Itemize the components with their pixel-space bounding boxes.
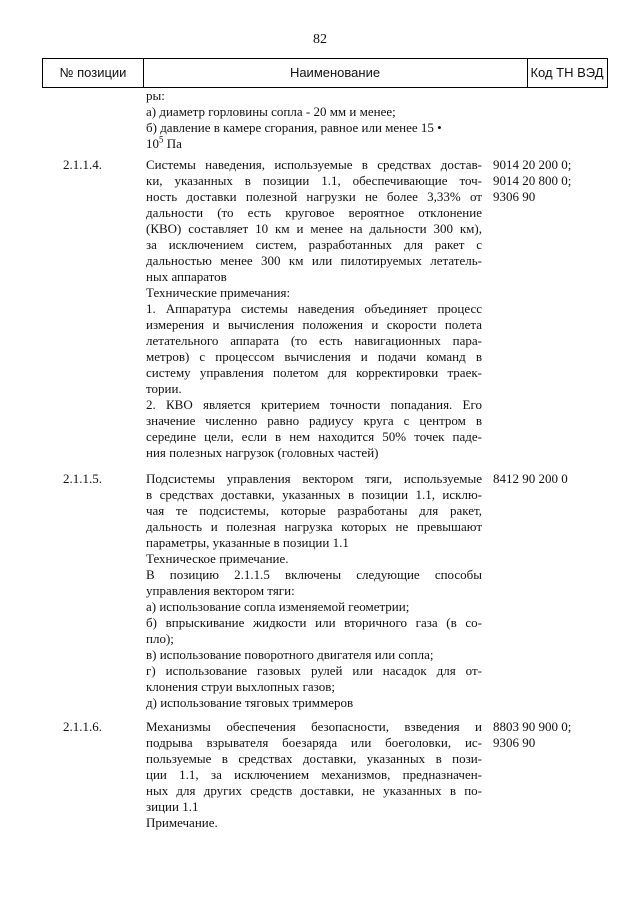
text-line: чая те подсистемы, которые разработаны для ракет,: [146, 503, 482, 518]
row-position: 2.1.1.6.: [63, 719, 102, 734]
text-line: дальность и полезная нагрузка которых не превышают: [146, 519, 482, 534]
row-position: 2.1.1.5.: [63, 471, 102, 486]
text-line: б) впрыскивание жидкости или вторичного газа (в со-: [146, 615, 482, 630]
text-line: измерения и вычисления положения и скорости полета: [146, 317, 482, 332]
header-name: Наименование: [143, 59, 528, 87]
text-line: б) давление в камере сгорания, равное или менее 15 •: [146, 120, 442, 135]
text-line: пользуемые в средствах доставки, указанных в пози-: [146, 751, 482, 766]
text-line: середине цели, если в нем находится 50% точек паде-: [146, 429, 482, 444]
code-line: 8412 90 200 0: [493, 471, 568, 486]
text-line: $10^5$ Па: [146, 134, 182, 151]
text-line: ры:: [146, 88, 165, 103]
text-line: клонения струи выхлопных газов;: [146, 679, 335, 694]
text-line: дальности (то есть круговое вероятное отклонение: [146, 205, 482, 220]
row-codes: [493, 471, 613, 487]
text-line: Механизмы обеспечения безопасности, взведения и: [146, 719, 482, 734]
text-line: ных для других средств доставки, не указанных в по-: [146, 783, 482, 798]
text-line: г) использование газовых рулей или насадок для от-: [146, 663, 482, 678]
text-line: тории.: [146, 381, 182, 396]
text-line: дальностью менее 300 км или пилотируемых летатель-: [146, 253, 482, 268]
page-number: 82: [313, 32, 327, 47]
text-line: параметры, указанные в позиции 1.1: [146, 535, 349, 550]
text-line: Техническое примечание.: [146, 551, 289, 566]
table-header: [42, 58, 608, 88]
code-line: 9306 90: [493, 189, 536, 204]
text-line: за исключением систем, разработанных для ракет с: [146, 237, 482, 252]
text-line: подрыва взрывателя боезаряда или боеголовки, ис-: [146, 735, 482, 750]
row-description: [146, 157, 482, 461]
code-line: 8803 90 900 0;: [493, 719, 572, 734]
code-line: 9014 20 200 0;: [493, 157, 572, 172]
code-line: 9014 20 800 0;: [493, 173, 572, 188]
row-codes: [493, 719, 613, 751]
text-line: ность доставки полезной нагрузки не более 3,33% от: [146, 189, 482, 204]
text-line: пло);: [146, 631, 174, 646]
text-line: 1. Аппаратура системы наведения объединяет процесс: [146, 301, 482, 316]
text-line: (КВО) составляет 10 км и менее на дальности 300 км),: [146, 221, 482, 236]
text-line: ки, указанных в позиции 1.1, обеспечивающие точ-: [146, 173, 482, 188]
text-line: управления вектором тяги:: [146, 583, 295, 598]
header-code: Код ТН ВЭД: [530, 65, 604, 80]
text-line: В позицию 2.1.1.5 включены следующие способы: [146, 567, 482, 582]
text-line: ции 1.1, за исключением механизмов, предназначен-: [146, 767, 482, 782]
text-line: Системы наведения, используемые в средствах достав-: [146, 157, 482, 172]
text-line: в средствах доставки, указанных в позиции 1.1, исклю-: [146, 487, 482, 502]
text-line: ния полезных нагрузок (головных частей): [146, 445, 379, 460]
row-codes: [493, 157, 613, 205]
row-description: [146, 719, 482, 831]
text-line: Примечание.: [146, 815, 218, 830]
text-line: систему управления полетом для корректировки траек-: [146, 365, 482, 380]
text-line: зиции 1.1: [146, 799, 199, 814]
row-position: 2.1.1.4.: [63, 157, 102, 172]
carry-over-text: [146, 88, 482, 152]
row-description: [146, 471, 482, 711]
text-line: Технические примечания:: [146, 285, 291, 300]
text-line: летательного аппарата (то есть навигационных пара-: [146, 333, 482, 348]
text-line: 2. КВО является критерием точности попадания. Его: [146, 397, 482, 412]
text-line: а) диаметр горловины сопла - 20 мм и менее;: [146, 104, 396, 119]
text-line: значение численно равно радиусу круга с центром в: [146, 413, 482, 428]
text-line: ных аппаратов: [146, 269, 227, 284]
text-line: а) использование сопла изменяемой геометрии;: [146, 599, 410, 614]
code-line: 9306 90: [493, 735, 536, 750]
text-line: Подсистемы управления вектором тяги, используемые: [146, 471, 482, 486]
text-line: в) использование поворотного двигателя или сопла;: [146, 647, 434, 662]
text-line: д) использование тяговых триммеров: [146, 695, 354, 710]
text-line: метров) с процессом вычисления и подачи команд в: [146, 349, 482, 364]
header-position: № позиции: [43, 59, 144, 87]
